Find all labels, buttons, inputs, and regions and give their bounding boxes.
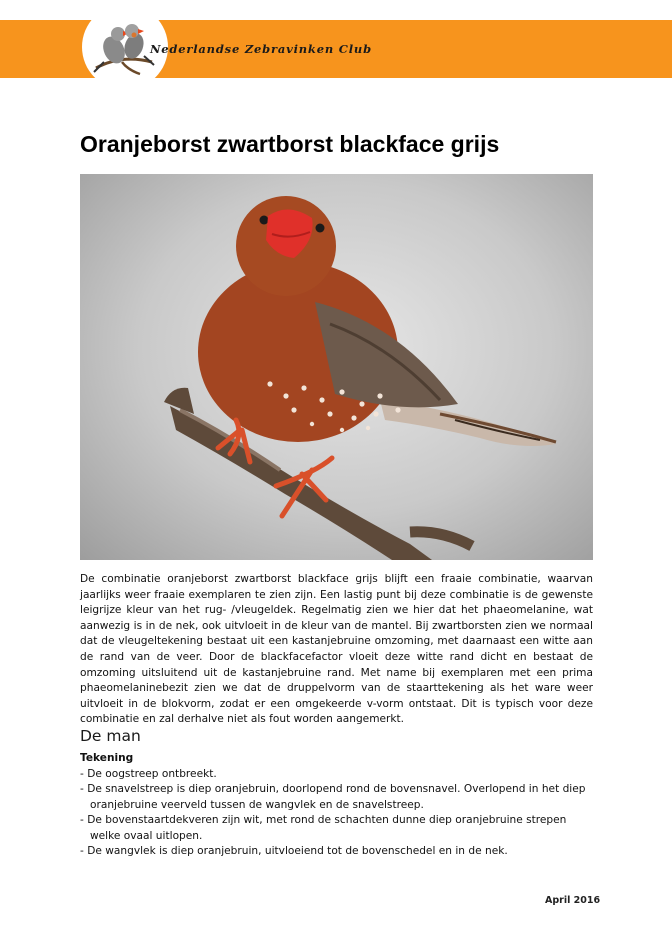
footer-date: April 2016: [545, 895, 601, 906]
list-item: - De bovenstaartdekveren zijn wit, met rond de schachten dunne diep oranjebruine strepen welke ovaal uitlopen.: [80, 813, 590, 844]
intro-paragraph: De combinatie oranjeborst zwartborst blackface grijs blijft een fraaie combinatie, waarvan jaarlijks weer fraaie exemplaren te zien zijn. Een lastig punt bij deze combinatie is de gewenste leigrijze kleur van het rug- /vleugeldek. Regelmatig zien we hier dat het phaeomelanine, wat aanwezig is in de nek, ook uitvloeit in de kleur van de mantel. Bij zwartborsten zien we normaal dat de vleugeltekening bestaat uit een kastanjebruine omzoming, met daarnaast een witte aan de rand van de veer. Door de blackfacefactor vloeit deze witte rand dicht en bestaat de omzoming uitsluitend uit de kastanjebruine rand. Met name bij exemplaren met een prima phaeomelaninebezit zien we dat de druppelvorm van de staarttekening als het ware weer uitvloeit in de blokvorm, zodat er een omgekeerde v-vorm ontstaat. Dit is typisch voor deze combinatie en zal derhalve niet als fout worden aangemerkt.: [80, 573, 593, 726]
club-name: Nederlandse Zebravinken Club: [150, 42, 372, 56]
list-item: - De snavelstreep is diep oranjebruin, doorlopend rond de bovensnavel. Overlopend in het diep oranjebruine veerveld tussen de wangvlek en de snavelstreep.: [80, 782, 590, 813]
list-item: - De wangvlek is diep oranjebruin, uitvloeiend tot de bovenschedel en in de nek.: [80, 844, 590, 859]
red-finch-on-branch-photo: [80, 174, 593, 560]
list-item: - De oogstreep ontbreekt.: [80, 767, 590, 782]
subheading-tekening: Tekening: [80, 752, 134, 764]
bird-photo: [80, 174, 593, 560]
page-title: Oranjeborst zwartborst blackface grijs: [80, 131, 500, 157]
trait-list: [80, 767, 590, 859]
section-heading-de-man: De man: [80, 727, 141, 745]
